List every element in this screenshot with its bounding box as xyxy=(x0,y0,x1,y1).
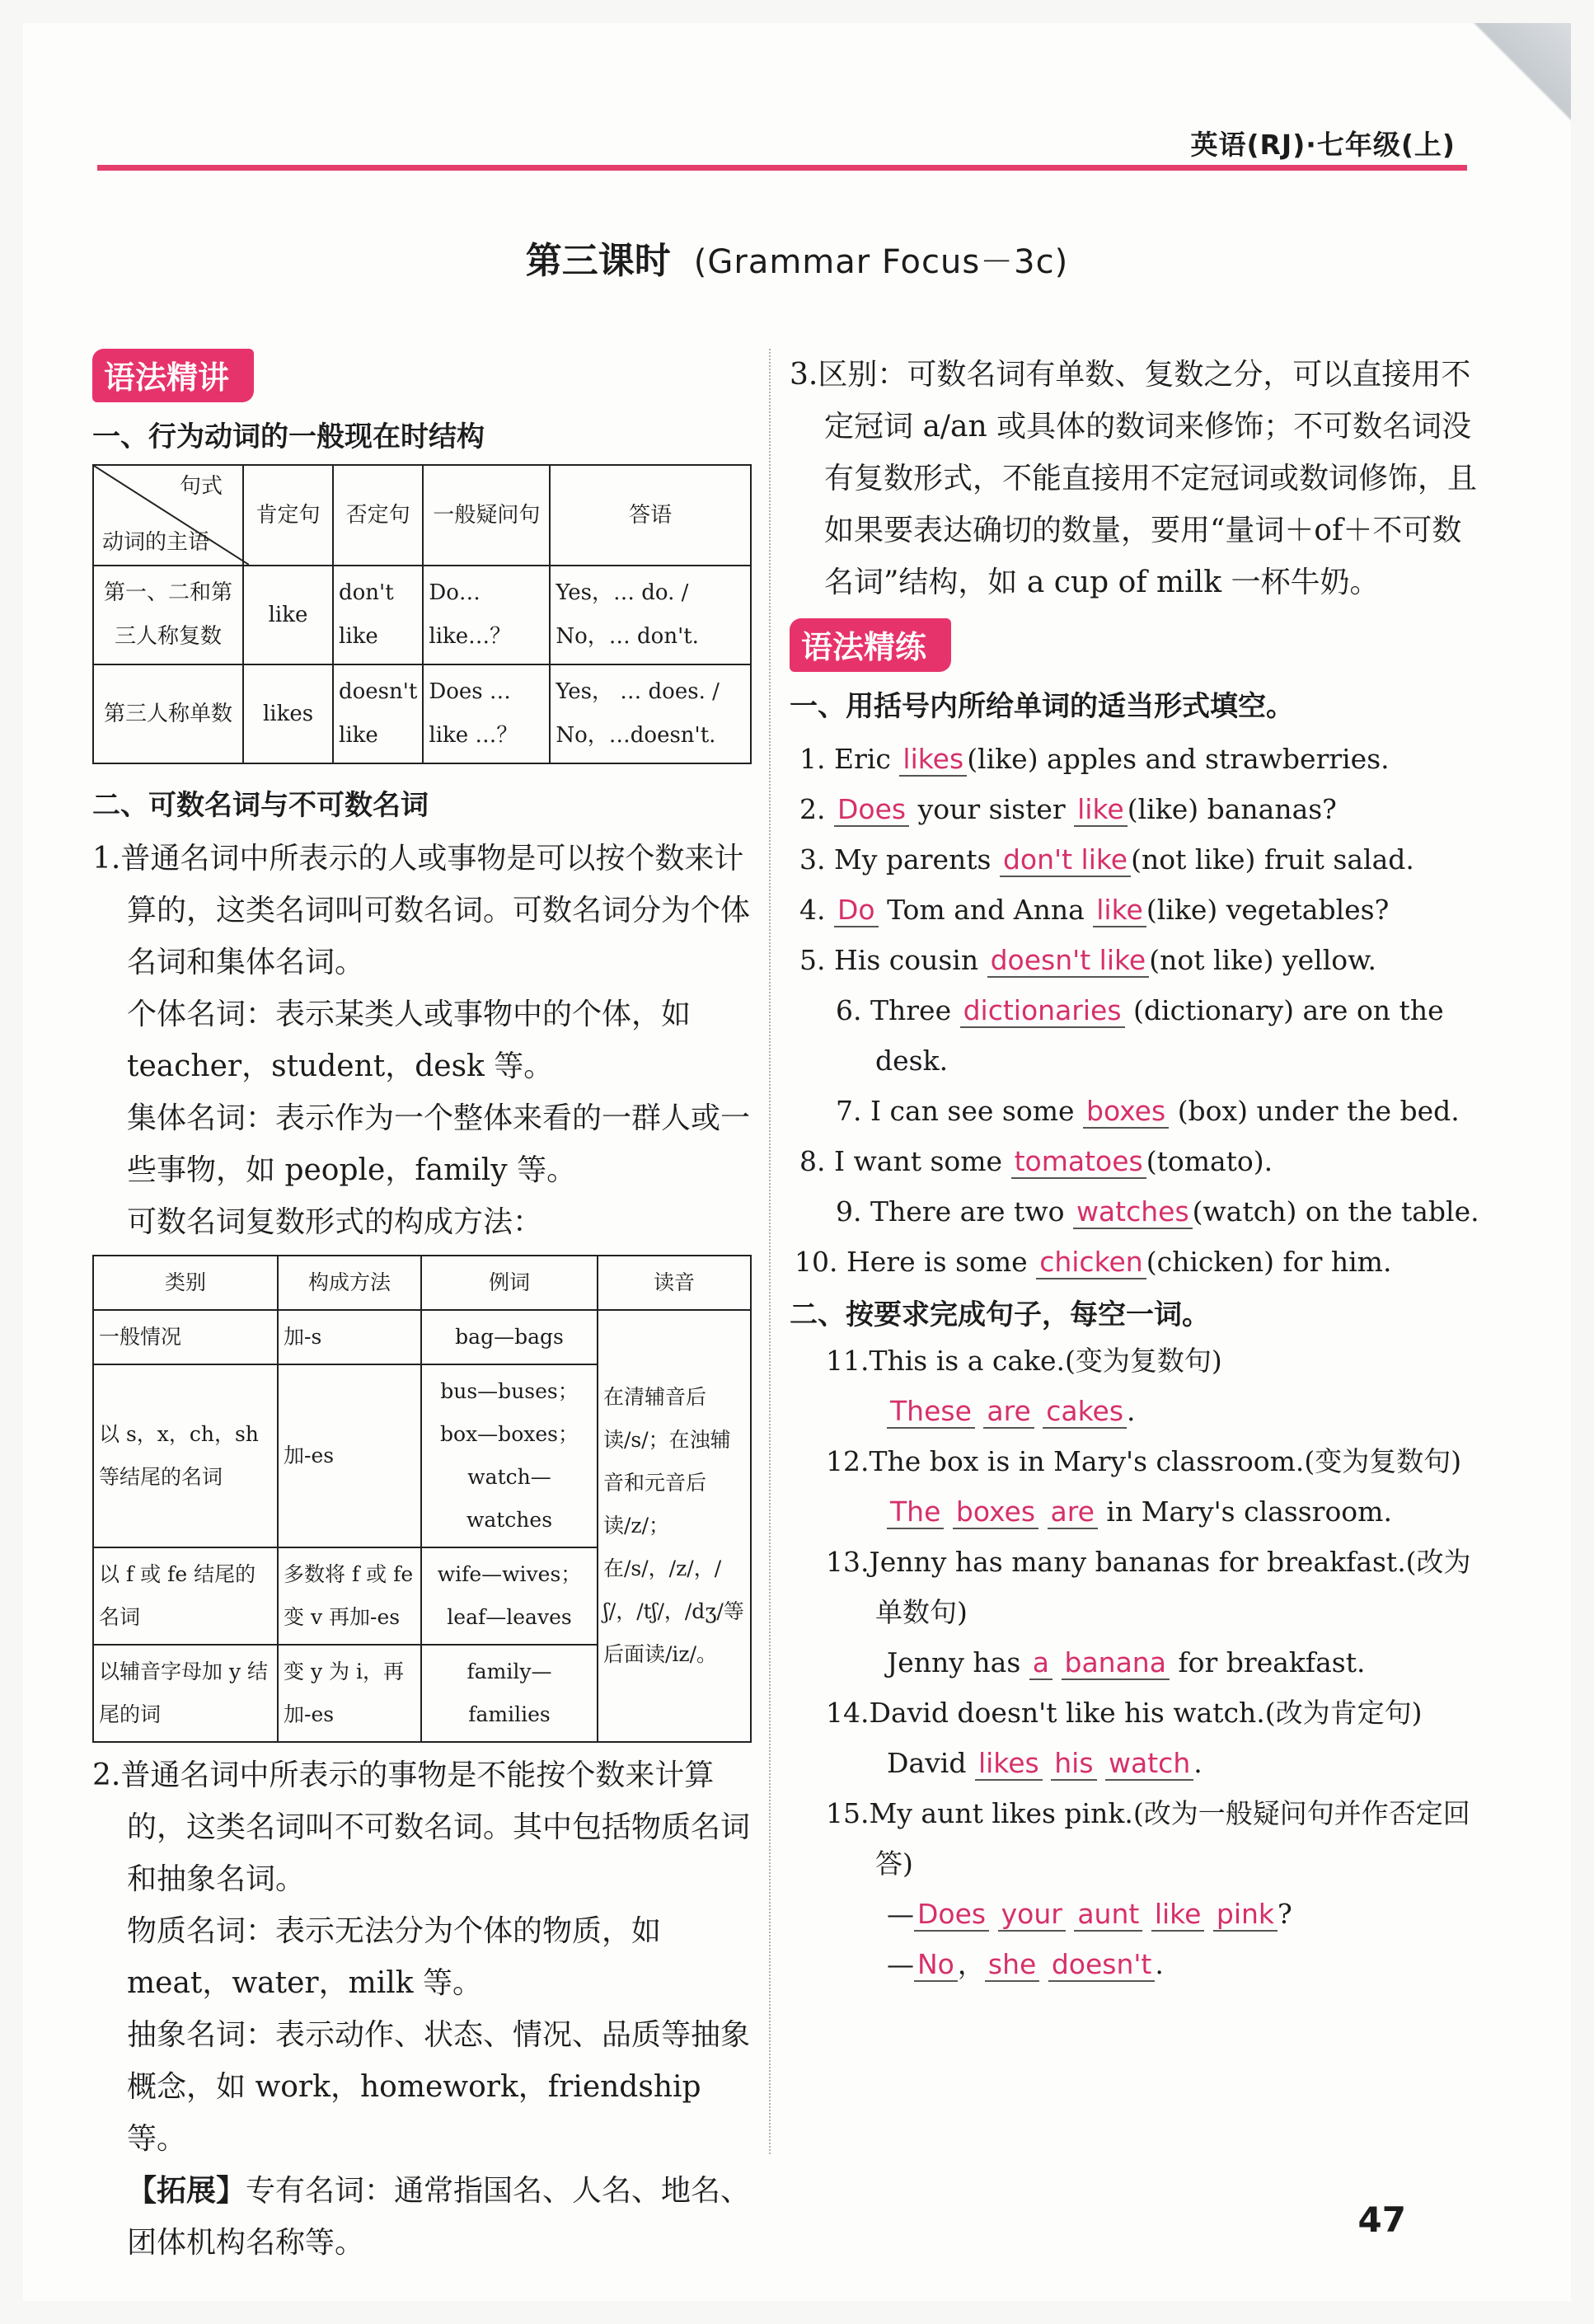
q-text: . xyxy=(1155,1948,1164,1980)
answer-blank: don't like xyxy=(1000,843,1131,877)
answer-blank: watch xyxy=(1105,1747,1193,1781)
q-number: 5. xyxy=(799,944,826,976)
q-text: Jenny has many bananas for breakfast.(改为单数句) xyxy=(869,1546,1471,1628)
paragraph-uncountable: 2.普通名词中所表示的事物是不能按个数来计算的，这类名词叫不可数名词。其中包括物质名词和抽象名词。 xyxy=(92,1758,751,1896)
diagonal-header-cell xyxy=(93,465,243,566)
cell-answer: Yes， … does. / No，…doesn't. xyxy=(550,664,751,763)
cell-category: 一般情况 xyxy=(93,1310,278,1364)
heading-fill-blanks: 一、用括号内所给单词的适当形式填空。 xyxy=(790,690,1294,723)
answer-blank: a xyxy=(1029,1646,1053,1680)
q-number: 4. xyxy=(799,894,826,926)
answer-14 xyxy=(790,1738,1480,1788)
cell-method: 加-s xyxy=(278,1310,421,1364)
q-text: Tom and Anna xyxy=(887,894,1085,926)
cell-positive: like xyxy=(243,566,333,664)
verb-structure-table xyxy=(92,464,752,764)
lesson-title xyxy=(23,231,1571,284)
question-15 xyxy=(790,1788,1480,1889)
paragraph-countable: 1.普通名词中所表示的人或事物是可以按个数来计算的，这类名词叫可数名词。可数名词分为个体名词和集体名词。 xyxy=(92,842,751,979)
q-number: 6. xyxy=(836,994,862,1026)
th-answer: 答语 xyxy=(550,465,751,566)
lesson-title-en: (Grammar Focus－3c) xyxy=(693,243,1069,281)
q-text: David xyxy=(887,1747,967,1779)
cell-question: Does … like …？ xyxy=(423,664,550,763)
question-6 xyxy=(790,985,1480,1086)
q-text: (not like) fruit salad. xyxy=(1131,843,1414,876)
q-text: in Mary's classroom. xyxy=(1106,1495,1392,1528)
left-column xyxy=(92,349,752,2269)
q-number: 2. xyxy=(799,793,826,825)
q-number: 11. xyxy=(826,1345,870,1377)
q-text: for breakfast. xyxy=(1178,1646,1366,1678)
paragraph-plural-methods: 可数名词复数形式的构成方法： xyxy=(127,1205,543,1239)
answer-blank: boxes xyxy=(1083,1095,1169,1129)
q-number: 3. xyxy=(799,843,826,876)
paragraph-individual-nouns: 个体名词：表示某类人或事物中的个体，如teacher，student，desk 等。 xyxy=(127,998,692,1083)
answer-12 xyxy=(790,1486,1480,1537)
answer-blank: like xyxy=(1151,1898,1205,1932)
lesson-title-cn: 第三课时 xyxy=(525,240,671,282)
th-negative: 否定句 xyxy=(333,465,423,566)
extension-text: 专有名词：通常指国名、人名、地名、团体机构名称等。 xyxy=(127,2174,751,2260)
answer-blank: like xyxy=(1093,894,1146,927)
q-text: (chicken) for him. xyxy=(1146,1246,1392,1278)
q-text: (like) bananas? xyxy=(1127,793,1337,825)
cell-negative: doesn't like xyxy=(333,664,423,763)
question-1 xyxy=(790,734,1480,784)
table-row xyxy=(93,1310,751,1364)
q-text: ， xyxy=(957,1948,985,1980)
running-header: 英语(RJ)·七年级(上) xyxy=(1190,129,1456,161)
right-column xyxy=(790,349,1480,1989)
question-8 xyxy=(790,1136,1480,1186)
answer-blank: are xyxy=(983,1395,1034,1429)
cell-category: 以辅音字母加 y 结尾的词 xyxy=(93,1645,278,1742)
answer-blank: your xyxy=(998,1898,1066,1932)
cell-method: 多数将 f 或 fe 变 v 再加-es xyxy=(278,1547,421,1645)
answer-13 xyxy=(790,1637,1480,1688)
q-number: 13. xyxy=(826,1546,870,1578)
answer-blank: chicken xyxy=(1036,1246,1146,1279)
q-text: . xyxy=(1127,1395,1136,1427)
answer-blank: she xyxy=(985,1948,1039,1982)
question-4 xyxy=(790,885,1480,935)
question-5 xyxy=(790,935,1480,985)
extension-label: 【拓展】 xyxy=(127,2173,246,2208)
q-text: The box is in Mary's classroom.(变为复数句) xyxy=(869,1445,1462,1477)
answer-blank: Do xyxy=(834,894,879,927)
cell-method: 加-es xyxy=(278,1364,421,1547)
cell-method: 变 y 为 i，再加-es xyxy=(278,1645,421,1742)
cell-example: wife—wives；leaf—leaves xyxy=(421,1547,598,1645)
q-number: 9. xyxy=(836,1195,862,1228)
q-text: (not like) yellow. xyxy=(1149,944,1376,976)
question-7 xyxy=(790,1086,1480,1136)
answer-15-response xyxy=(790,1939,1480,1989)
section-tag-grammar-explained: 语法精讲 xyxy=(92,349,254,402)
section-tag-grammar-practice: 语法精练 xyxy=(790,618,951,672)
answer-11 xyxy=(790,1386,1480,1436)
th-example: 例词 xyxy=(421,1256,598,1310)
diag-bottom-label: 动词的主语 xyxy=(102,530,210,555)
plural-rules-table xyxy=(92,1255,752,1743)
paragraph-material-nouns: 物质名词：表示无法分为个体的物质，如meat，water，milk 等。 xyxy=(127,1914,662,2000)
answer-blank: doesn't xyxy=(1048,1948,1156,1982)
q-text: (tomato). xyxy=(1146,1145,1273,1177)
cell-example: family—families xyxy=(421,1645,598,1742)
question-11 xyxy=(790,1336,1480,1386)
cell-negative: don't like xyxy=(333,566,423,664)
page-number: 47 xyxy=(1357,2200,1406,2240)
th-method: 构成方法 xyxy=(278,1256,421,1310)
question-2 xyxy=(790,784,1480,834)
heading-nouns: 二、可数名词与不可数名词 xyxy=(92,789,429,822)
paragraph-collective-nouns: 集体名词：表示作为一个整体来看的一群人或一些事物，如 people，family 等。 xyxy=(127,1101,751,1187)
answer-blank: cakes xyxy=(1043,1395,1127,1429)
table-row xyxy=(93,664,751,763)
q-number: 12. xyxy=(826,1445,870,1477)
cell-subject: 第一、二和第三人称复数 xyxy=(93,566,243,664)
cell-answer: Yes，… do. / No，… don't. xyxy=(550,566,751,664)
q-text: I can see some xyxy=(870,1095,1075,1127)
q-text: This is a cake.(变为复数句) xyxy=(869,1345,1222,1377)
paragraph-extension xyxy=(92,2165,752,2269)
diag-top-label: 句式 xyxy=(179,474,223,499)
cell-category: 以 s，x，ch，sh 等结尾的名词 xyxy=(93,1364,278,1547)
answer-blank: like xyxy=(1074,793,1128,827)
table-row xyxy=(93,566,751,664)
answer-blank: No xyxy=(914,1948,958,1982)
page-corner-fold xyxy=(1472,23,1571,122)
q-text: David doesn't like his watch.(改为肯定句) xyxy=(869,1697,1423,1729)
cell-question: Do… like…？ xyxy=(423,566,550,664)
heading-verb-structure: 一、行为动词的一般现在时结构 xyxy=(92,420,485,453)
question-14 xyxy=(790,1688,1480,1738)
answer-blank: watches xyxy=(1073,1195,1193,1229)
question-10 xyxy=(790,1237,1480,1287)
answer-blank: These xyxy=(887,1395,975,1429)
dash: — xyxy=(887,1898,914,1930)
q-text: My parents xyxy=(834,843,992,876)
q-text: ? xyxy=(1278,1898,1292,1930)
cell-pronunciation: 在清辅音后读/s/；在浊辅音和元音后读/z/；在/s/，/z/，/ʃ/，/tʃ/，/dʒ/等后面读/iz/。 xyxy=(598,1310,751,1742)
q-text: (watch) on the table. xyxy=(1192,1195,1479,1228)
th-category: 类别 xyxy=(93,1256,278,1310)
column-divider xyxy=(769,349,771,2154)
answer-blank: aunt xyxy=(1074,1898,1142,1932)
cell-example: bus—buses；box—boxes；watch—watches xyxy=(421,1364,598,1547)
answer-blank: doesn't like xyxy=(987,944,1150,978)
q-text: I want some xyxy=(834,1145,1003,1177)
question-13 xyxy=(790,1537,1480,1637)
q-text: Eric xyxy=(834,743,891,775)
q-text: His cousin xyxy=(834,944,979,976)
q-number: 1. xyxy=(799,743,826,775)
answer-blank: likes xyxy=(975,1747,1043,1781)
question-9 xyxy=(790,1186,1480,1237)
answer-blank: dictionaries xyxy=(960,994,1125,1028)
q-number: 15. xyxy=(826,1797,870,1829)
answer-blank: pink xyxy=(1213,1898,1278,1932)
answer-blank: are xyxy=(1048,1495,1098,1529)
th-positive: 肯定句 xyxy=(243,465,333,566)
q-number: 7. xyxy=(836,1095,862,1127)
th-question: 一般疑问句 xyxy=(423,465,550,566)
q-number: 8. xyxy=(799,1145,826,1177)
answer-blank: Does xyxy=(834,793,909,827)
q-text: . xyxy=(1193,1747,1203,1779)
answer-blank: his xyxy=(1051,1747,1096,1781)
answer-blank: likes xyxy=(899,743,967,777)
cell-example: bag—bags xyxy=(421,1310,598,1364)
header-rule xyxy=(97,165,1467,171)
dash: — xyxy=(887,1948,914,1980)
q-text: Here is some xyxy=(846,1246,1028,1278)
answer-blank: Does xyxy=(914,1898,989,1932)
q-text: (like) vegetables? xyxy=(1146,894,1390,926)
heading-complete-sentences: 二、按要求完成句子，每空一词。 xyxy=(790,1298,1210,1331)
question-12 xyxy=(790,1436,1480,1486)
answer-blank: banana xyxy=(1062,1646,1170,1680)
q-text: (like) apples and strawberries. xyxy=(967,743,1390,775)
cell-category: 以 f 或 fe 结尾的名词 xyxy=(93,1547,278,1645)
cell-subject: 第三人称单数 xyxy=(93,664,243,763)
q-number: 10. xyxy=(795,1246,838,1278)
answer-blank: The xyxy=(887,1495,944,1529)
paragraph-difference: 3.区别：可数名词有单数、复数之分，可以直接用不定冠词 a/an 或具体的数词来修饰；不可数名词没有复数形式，不能直接用不定冠词或数词修饰，且如果要表达确切的数量，要用“量词＋of＋不可数名词”结构，如 a cup of milk 一杯牛奶。 xyxy=(790,358,1478,599)
question-3 xyxy=(790,834,1480,885)
answer-15-question xyxy=(790,1889,1480,1939)
page xyxy=(23,23,1571,2301)
q-text: (dictionary) are on the desk. xyxy=(875,994,1444,1077)
th-pronunciation: 读音 xyxy=(598,1256,751,1310)
paragraph-abstract-nouns: 抽象名词：表示动作、状态、情况、品质等抽象概念，如 work，homework，friendship 等。 xyxy=(127,2018,751,2156)
answer-blank: tomatoes xyxy=(1011,1145,1146,1179)
q-number: 14. xyxy=(826,1697,870,1729)
q-text: There are two xyxy=(870,1195,1065,1228)
q-text: Three xyxy=(870,994,952,1026)
q-text: (box) under the bed. xyxy=(1177,1095,1460,1127)
answer-blank: boxes xyxy=(953,1495,1038,1529)
q-text: your sister xyxy=(917,793,1066,825)
cell-positive: likes xyxy=(243,664,333,763)
q-text: My aunt likes pink.(改为一般疑问句并作否定回答) xyxy=(869,1797,1470,1880)
q-text: Jenny has xyxy=(887,1646,1021,1678)
